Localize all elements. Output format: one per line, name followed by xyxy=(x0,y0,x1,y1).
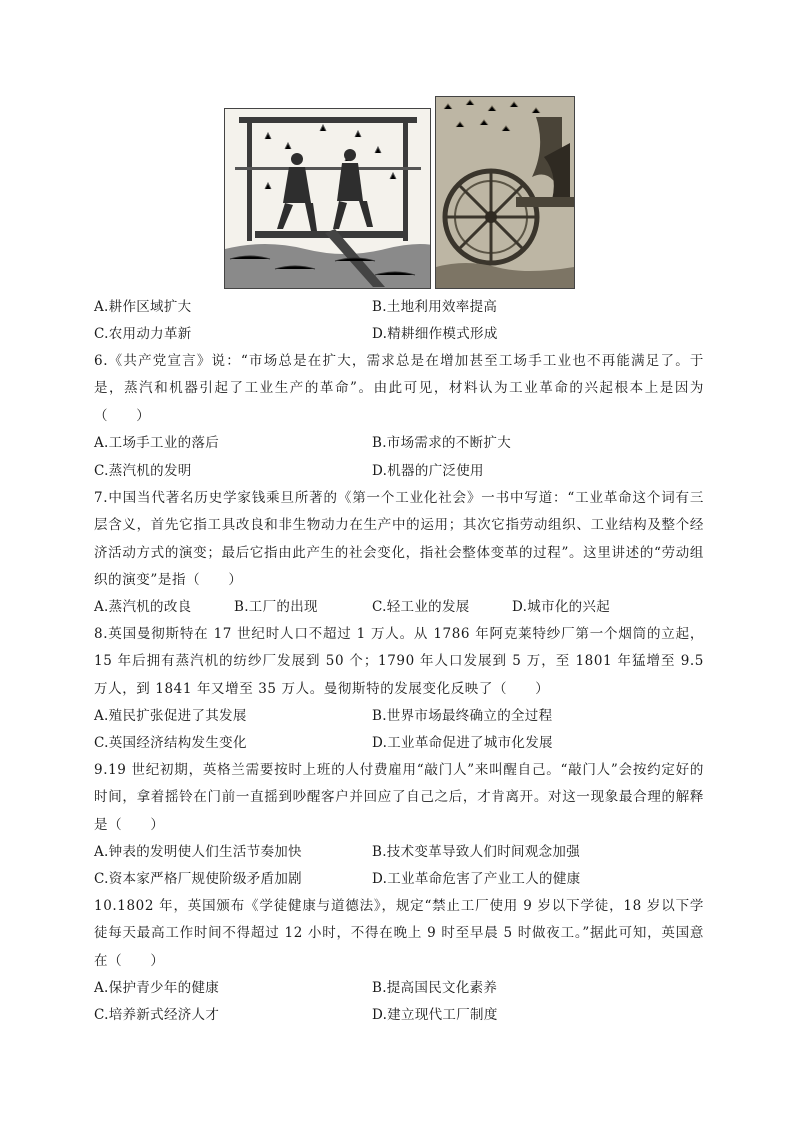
q9-option-a: A.钟表的发明使人们生活节奏加快 xyxy=(94,844,302,860)
water-wheel-illustration xyxy=(435,96,575,289)
q10-option-d: D.建立现代工厂制度 xyxy=(372,1007,498,1023)
q6-option-c: C.蒸汽机的发明 xyxy=(94,463,192,479)
q5-option-b: B.土地利用效率提高 xyxy=(372,299,498,315)
q7-option-b: B.工厂的出现 xyxy=(234,599,318,615)
q6-option-a: A.工场手工业的落后 xyxy=(94,435,220,451)
q6-stem: 6.《共产党宣言》说：“市场总是在扩大，需求总是在增加甚至工场手工业也不再能满足了。于是，蒸汽和机器引起了工业生产的革命”。由此可见，材料认为工业革命的兴起根本上是因为（ ） xyxy=(94,353,704,424)
q5-option-d: D.精耕细作模式形成 xyxy=(372,326,498,342)
q9-option-c: C.资本家严格厂规使阶级矛盾加剧 xyxy=(94,871,302,887)
q5-option-c: C.农用动力革新 xyxy=(94,326,192,342)
q7-option-d: D.城市化的兴起 xyxy=(512,599,611,615)
q10-option-b: B.提高国民文化素养 xyxy=(372,980,498,996)
q9-option-d: D.工业革命危害了产业工人的健康 xyxy=(372,871,581,887)
q7-stem: 7.中国当代著名历史学家钱乘旦所著的《第一个工业化社会》一书中写道：“工业革命这个词有三层含义，首先它指工具改良和非生物动力在生产中的运用；其次它指劳动组织、工业结构及整个经济活动方式的演变；最后它指由此产生的社会变化，指社会整体变革的过程”。这里讲述的“劳动组织的演变”是指（ ） xyxy=(94,490,704,588)
q9-option-b: B.技术变革导致人们时间观念加强 xyxy=(372,844,581,860)
illustration-figure xyxy=(224,96,575,288)
q7-option-c: C.轻工业的发展 xyxy=(372,599,470,615)
q9-stem: 9.19 世纪初期，英格兰需要按时上班的人付费雇用“敲门人”来叫醒自己。“敲门人”会按约定好的时间，拿着摇铃在门前一直摇到吵醒客户并回应了自己之后，才肯离开。对这一现象最合理的解释是（ ） xyxy=(94,762,704,833)
q8-option-b: B.世界市场最终确立的全过程 xyxy=(372,708,553,724)
q10-stem: 10.1802 年，英国颁布《学徒健康与道德法》，规定“禁止工厂使用 9 岁以下学徒，18 岁以下学徒每天最高工作时间不得超过 12 小时，不得在晚上 9 时至早晨 5 时做夜工。”据此可知，英国意在（ ） xyxy=(94,898,704,969)
q10-option-c: C.培养新式经济人才 xyxy=(94,1007,220,1023)
q8-option-d: D.工业革命促进了城市化发展 xyxy=(372,735,553,751)
q5-option-a: A.耕作区域扩大 xyxy=(94,299,192,315)
q8-stem: 8.英国曼彻斯特在 17 世纪时人口不超过 1 万人。从 1786 年阿克莱特纱厂第一个烟筒的立起，15 年后拥有蒸汽机的纺纱厂发展到 50 个；1790 年人口发展到 5 万，至 1801 年猛增至 9.5 万人，到 1841 年又增至 35 万人。曼彻斯特的发展变化反映了（ ） xyxy=(94,626,704,697)
q6-option-d: D.机器的广泛使用 xyxy=(372,463,484,479)
q10-option-a: A.保护青少年的健康 xyxy=(94,980,220,996)
treadle-water-pump-illustration xyxy=(224,108,431,289)
q7-option-a: A.蒸汽机的改良 xyxy=(94,599,192,615)
q8-option-c: C.英国经济结构发生变化 xyxy=(94,735,247,751)
q8-option-a: A.殖民扩张促进了其发展 xyxy=(94,708,247,724)
exam-page xyxy=(94,0,704,1123)
q6-option-b: B.市场需求的不断扩大 xyxy=(372,435,512,451)
